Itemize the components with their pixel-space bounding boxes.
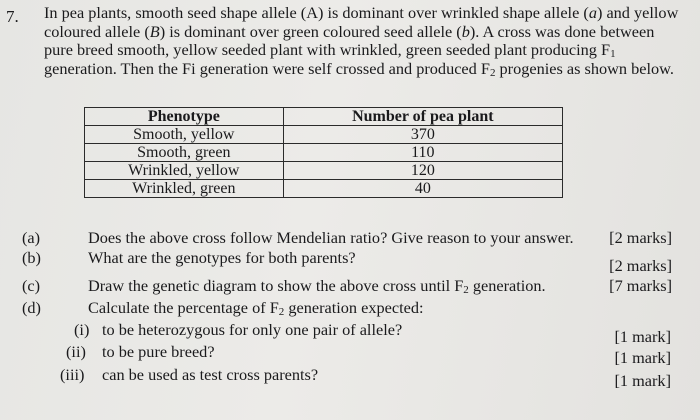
part-b — [22, 248, 672, 275]
intro-line-2: coloured allele (B) is dominant over green coloured seed allele (b). A cross was done between — [44, 21, 655, 41]
subpart-text: to be pure breed? — [102, 342, 215, 361]
subpart-label: (iii) — [60, 365, 85, 384]
count-cell: 120 — [283, 162, 562, 180]
subpart-ii — [66, 342, 671, 367]
intro-line-4: generation. Then the Fi generation were self crossed and produced $F_2$ progenies as shown below. — [44, 58, 674, 79]
subpart-text: to be heterozygous for only one pair of allele? — [102, 320, 403, 339]
table-header-row — [85, 108, 563, 126]
part-label: (c) — [22, 276, 41, 295]
part-text: Calculate the percentage of $F_2$ generation expected: — [88, 298, 424, 318]
subpart-label: (ii) — [66, 342, 86, 361]
part-text: Does the above cross follow Mendelian ratio? Give reason to your answer. — [88, 228, 574, 247]
part-a — [22, 229, 672, 249]
part-label: (b) — [22, 248, 41, 267]
count-cell: 40 — [283, 180, 562, 198]
intro-line-3: pure breed smooth, yellow seeded plant with wrinkled, green seeded plant producing $F_1$ — [44, 40, 616, 60]
table-row — [85, 180, 563, 198]
phenotype-cell: Smooth, yellow — [85, 126, 284, 144]
phenotype-cell: Wrinkled, green — [85, 180, 284, 198]
table-row — [85, 162, 563, 180]
count-cell: 110 — [283, 144, 562, 162]
question-intro — [44, 4, 684, 78]
marks-label: [1 mark] — [614, 371, 671, 390]
phenotype-table — [84, 107, 563, 198]
table-row — [85, 144, 563, 162]
subpart-text: can be used as test cross parents? — [102, 365, 319, 384]
marks-label: [1 mark] — [614, 348, 671, 367]
header-phenotype: Phenotype — [85, 108, 284, 126]
header-number-of-plants: Number of pea plant — [283, 108, 562, 126]
question-number: 7. — [6, 7, 19, 26]
marks-label: [2 marks] — [609, 228, 672, 247]
marks-label: [2 marks] — [609, 256, 672, 275]
phenotype-cell: Smooth, green — [85, 144, 284, 162]
subpart-label: (i) — [74, 320, 90, 339]
intro-line-1: In pea plants, smooth seed shape allele (A) is dominant over wrinkled shape allele (a) and yellow — [44, 3, 679, 22]
marks-label: [7 marks] — [609, 276, 672, 295]
part-label: (a) — [22, 228, 41, 247]
subpart-iii — [60, 365, 671, 390]
part-label: (d) — [22, 298, 41, 317]
count-cell: 370 — [283, 126, 562, 144]
part-text: What are the genotypes for both parents? — [88, 248, 356, 267]
part-c — [22, 277, 672, 297]
table-row — [85, 126, 563, 144]
subpart-i — [66, 320, 671, 346]
part-text: Draw the genetic diagram to show the above cross until $F_2$ generation. — [88, 276, 546, 296]
part-d — [22, 299, 672, 319]
phenotype-cell: Wrinkled, yellow — [85, 162, 284, 180]
marks-label: [1 mark] — [614, 327, 671, 346]
